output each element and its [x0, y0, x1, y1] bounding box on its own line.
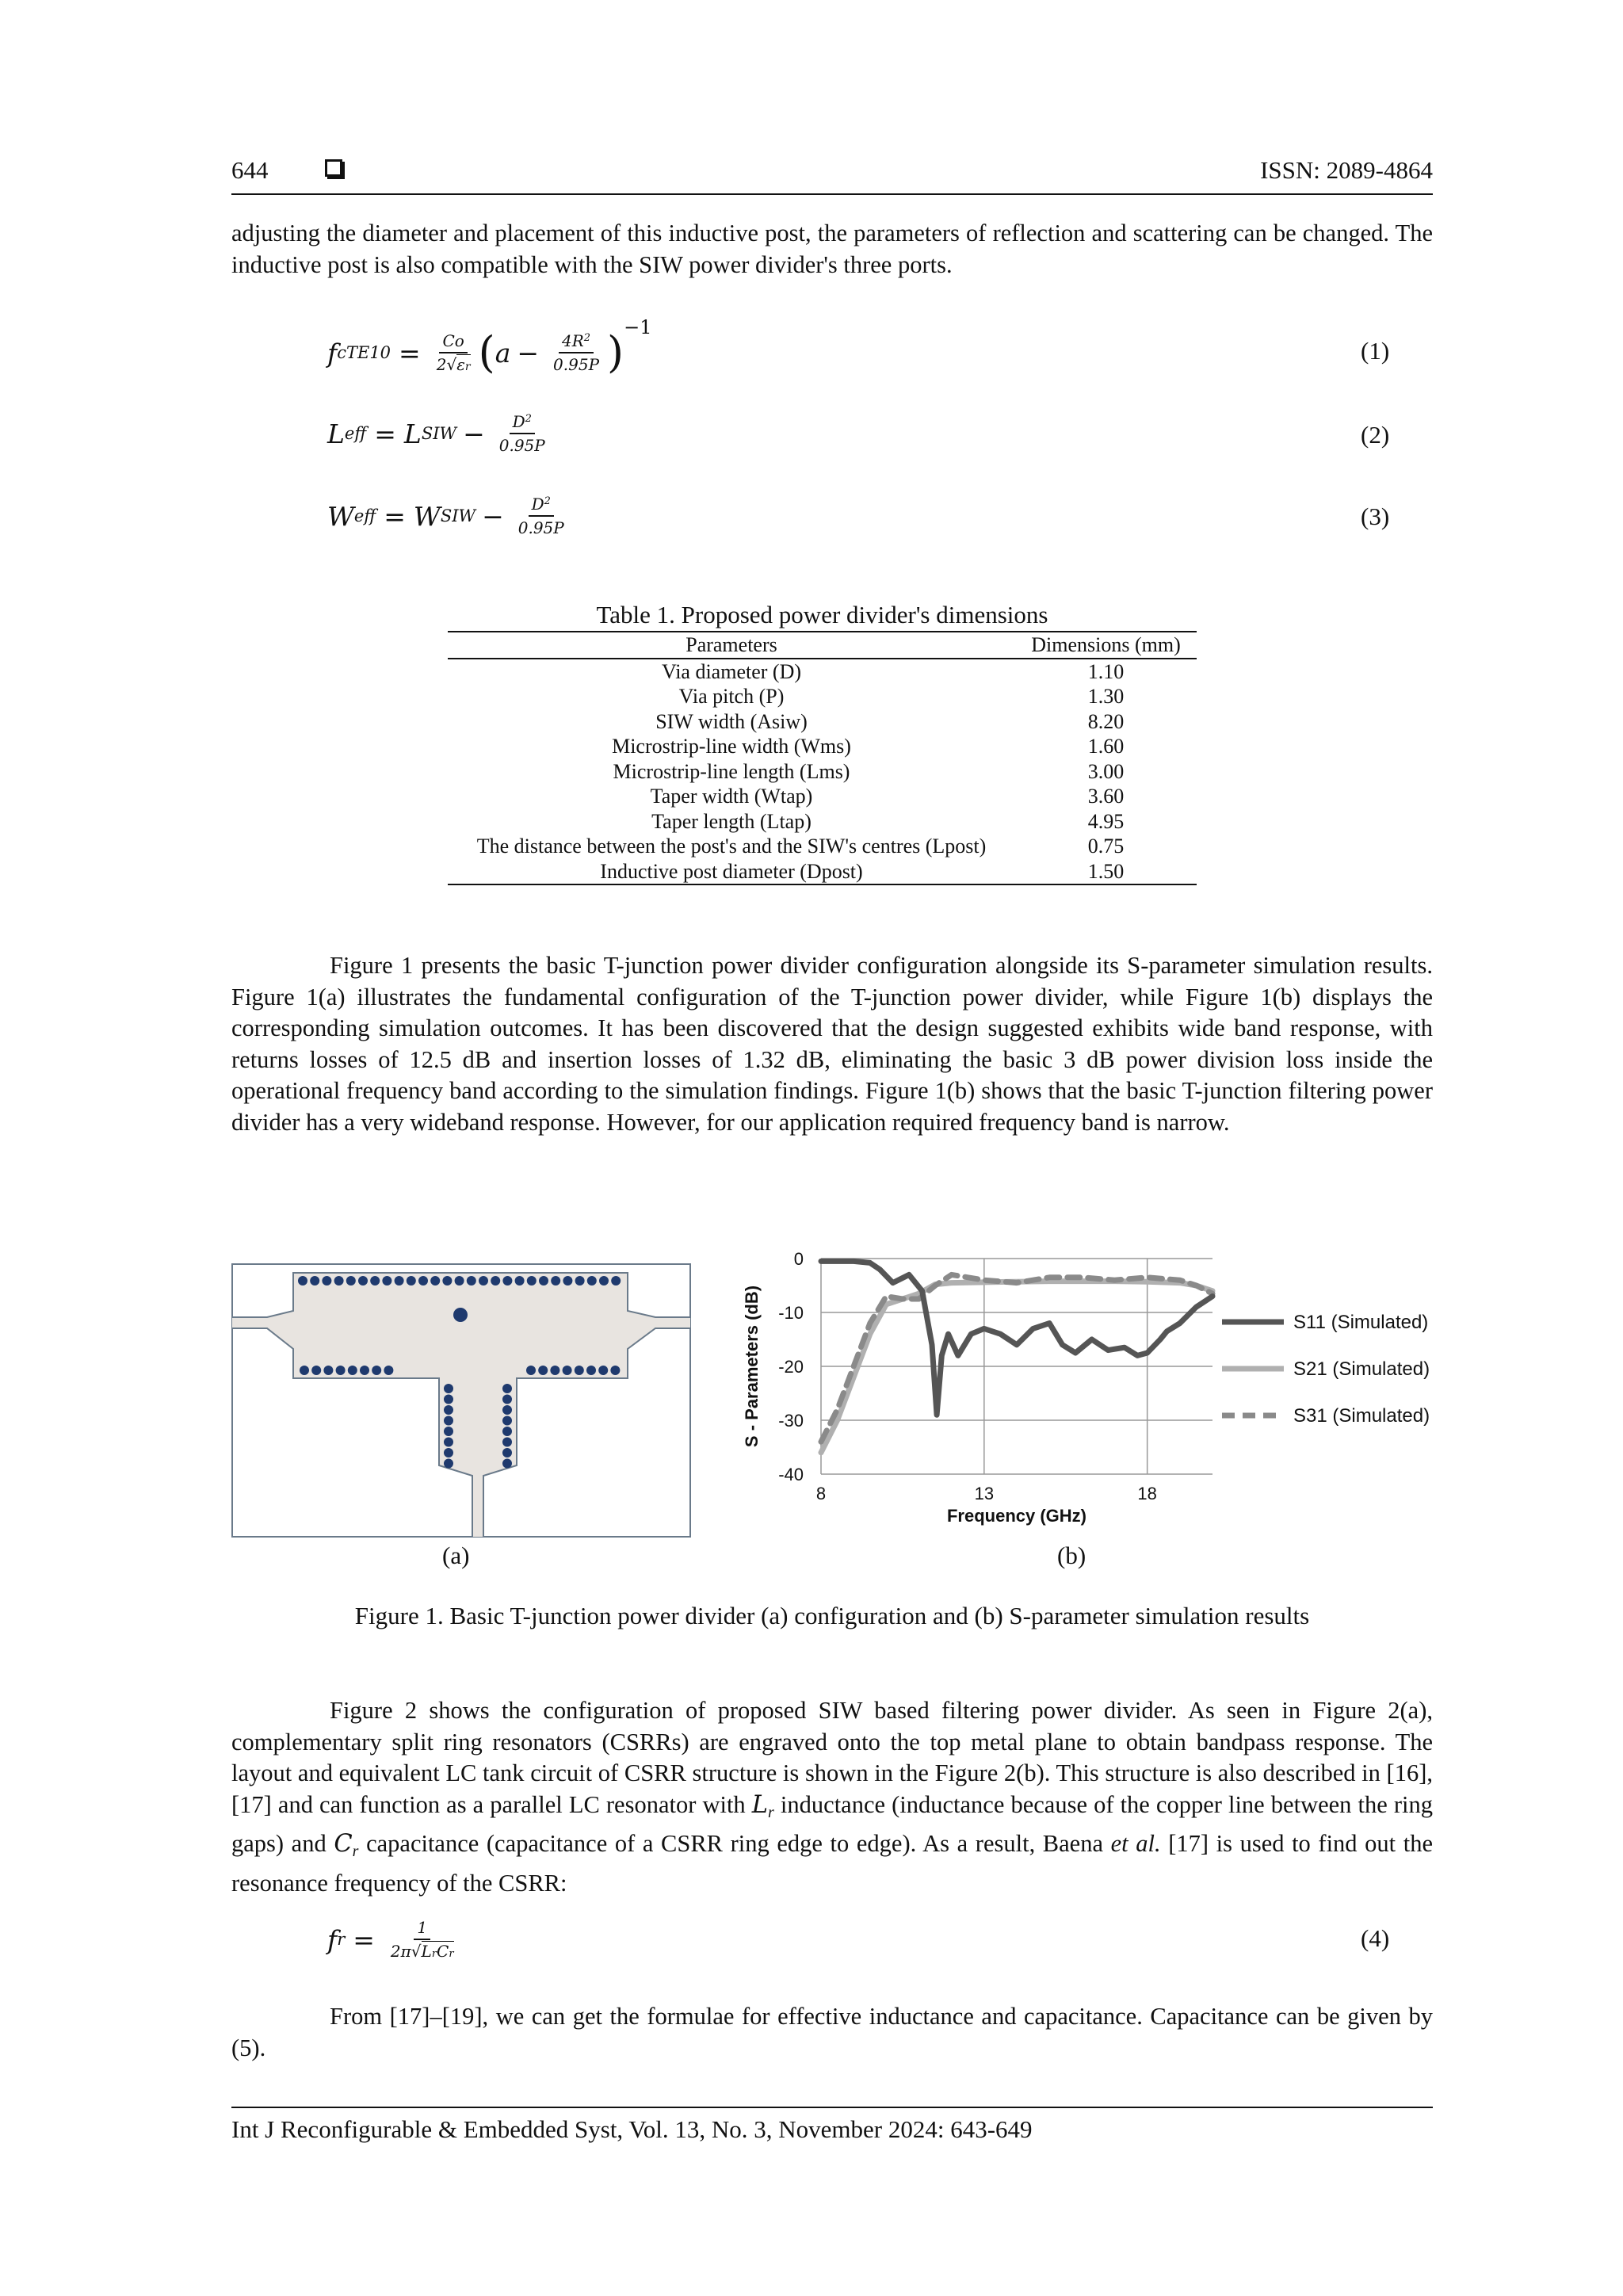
legend-entry: S31 (Simulated)	[1293, 1405, 1430, 1427]
table-row	[448, 759, 1197, 785]
equation-2-number: (2)	[1361, 421, 1390, 449]
table-cell-dimension: 3.60	[1087, 785, 1125, 808]
table-1	[448, 631, 1197, 885]
inline-math: C	[334, 1830, 353, 1858]
table-cell-dimension: 8.20	[1087, 709, 1125, 733]
via-hole	[598, 1366, 608, 1375]
via-hole	[444, 1427, 453, 1436]
paragraph-figure1: Figure 1 presents the basic T-junction power divider configuration alongside its S-parameter simulation results. Figure 1(a) illustrates the fundamental configuration of the T-junction power divider, while Figure 1(b) displays the corresponding simulation outcomes. It has been discovered that the design suggested exhibits wide band response, with returns losses of 12.5 dB and insertion losses of 1.32 dB, eliminating the basic 3 dB power division loss inside the operational frequency band according to the simulation findings. Figure 1(b) shows that the basic T-junction filtering power divider has a very wideband response. However, for our application required frequency band is narrow.	[231, 952, 1433, 1136]
y-tick-label: -40	[778, 1465, 804, 1484]
via-hole	[444, 1448, 453, 1457]
y-tick-label: 0	[793, 1249, 804, 1269]
table-cell-dimension: 3.00	[1087, 759, 1125, 783]
equation-3: W eff = W SIW − $\frac{D^2}{0.95P}$	[327, 495, 564, 537]
table-cell-dimension: 1.30	[1087, 685, 1125, 708]
table-cell-parameter: Taper length (Ltap)	[651, 809, 812, 833]
table-cell-parameter: SIW width (Asiw)	[655, 709, 808, 733]
legend-entry: S21 (Simulated)	[1293, 1358, 1430, 1380]
via-hole	[502, 1395, 512, 1404]
footer-rule	[231, 2107, 1433, 2108]
via-hole	[395, 1276, 404, 1286]
table-cell-parameter: The distance between the post's and the SIW's centres (Lpost)	[476, 835, 987, 858]
via-hole	[502, 1427, 512, 1436]
x-tick-label: 18	[1137, 1484, 1157, 1503]
via-hole	[502, 1438, 512, 1447]
via-hole	[300, 1366, 309, 1375]
via-hole	[348, 1366, 357, 1375]
table-cell-dimension: 4.95	[1087, 809, 1125, 833]
via-hole	[610, 1366, 620, 1375]
via-hole	[311, 1366, 321, 1375]
via-hole	[467, 1276, 476, 1286]
via-hole	[334, 1276, 344, 1286]
figure1b-chart	[729, 1236, 1458, 1545]
via-hole	[360, 1366, 369, 1375]
via-hole	[515, 1276, 525, 1286]
via-hole	[502, 1384, 512, 1393]
via-hole	[527, 1276, 537, 1286]
equation-4: f r = $\frac{1}{\text{2π√LrCr}}$	[327, 1918, 454, 1961]
figure1a-label: (a)	[442, 1541, 470, 1569]
via-hole	[444, 1459, 453, 1469]
via-hole	[323, 1366, 333, 1375]
via-hole	[384, 1366, 393, 1375]
table-cell-dimension: 1.10	[1087, 659, 1125, 683]
paragraph-text: Figure 2 shows the configuration of proposed SIW based filtering power divider. As seen in Figure 2(a), complementary split ring resonators (CSRRs) are engraved onto the top metal plane to obtain bandpass response. The layout and equivalent LC tank circuit of CSRR structure is shown in the Figure 2(b). This structure is also described in [16], [17] and can function as a parallel LC resonator with	[231, 1697, 1433, 1818]
via-hole	[455, 1276, 464, 1286]
via-hole	[575, 1276, 585, 1286]
via-hole	[575, 1366, 584, 1375]
via-hole	[563, 1276, 572, 1286]
table-caption: Table 1. Proposed power divider's dimensions	[596, 601, 1048, 628]
table-header-dimensions: Dimensions (mm)	[1031, 633, 1181, 656]
via-hole	[442, 1276, 452, 1286]
via-hole	[298, 1276, 307, 1286]
via-hole	[370, 1276, 380, 1286]
inductive-post	[453, 1308, 468, 1322]
via-hole	[444, 1395, 453, 1404]
via-hole	[336, 1366, 346, 1375]
via-hole	[502, 1405, 512, 1415]
via-hole	[502, 1448, 512, 1457]
series-line-s31	[821, 1274, 1212, 1442]
table-cell-parameter: Taper width (Wtap)	[650, 785, 813, 808]
via-hole	[322, 1276, 331, 1286]
via-hole	[444, 1384, 453, 1393]
table-cell-parameter: Microstrip-line length (Lms)	[613, 759, 850, 783]
intro-paragraph: adjusting the diameter and placement of this inductive post, the parameters of reflection and scattering can be changed. The inductive post is also compatible with the SIW power divider's three ports.	[231, 220, 1433, 278]
via-hole	[586, 1366, 596, 1375]
via-hole	[502, 1276, 512, 1286]
via-hole	[538, 1366, 548, 1375]
via-hole	[491, 1276, 500, 1286]
via-hole	[526, 1366, 536, 1375]
y-tick-label: -30	[778, 1411, 804, 1431]
via-hole	[372, 1366, 381, 1375]
via-hole	[479, 1276, 488, 1286]
table-cell-parameter: Inductive post diameter (Dpost)	[600, 859, 863, 883]
table-cell-dimension: 1.60	[1087, 735, 1125, 758]
via-hole	[346, 1276, 356, 1286]
via-hole	[539, 1276, 548, 1286]
table-cell-dimension: 1.50	[1087, 859, 1125, 883]
via-hole	[587, 1276, 597, 1286]
x-tick-label: 13	[974, 1484, 995, 1503]
equation-4-number: (4)	[1361, 1924, 1390, 1952]
table-cell-parameter: Via diameter (D)	[661, 659, 802, 683]
table-row	[448, 684, 1197, 709]
via-hole	[418, 1276, 428, 1286]
italic-text: et al.	[1110, 1830, 1161, 1857]
table-row	[448, 859, 1197, 885]
bullet-square-icon	[325, 159, 342, 177]
paragraph-last: From [17]–[19], we can get the formulae for effective inductance and capacitance. Capacitance can be given by (5).	[231, 2003, 1433, 2061]
via-hole	[551, 1276, 560, 1286]
y-tick-label: -10	[778, 1303, 804, 1323]
figure1-caption: Figure 1. Basic T-junction power divider (a) configuration and (b) S-parameter simulation results	[354, 1602, 1310, 1629]
via-hole	[550, 1366, 559, 1375]
equation-2: L eff = L SIW − $\frac{D^2}{0.95P}$	[327, 412, 545, 455]
table-row	[448, 659, 1197, 685]
table-row	[448, 784, 1197, 809]
paragraph-figure2	[231, 1695, 1433, 1899]
legend-entry: S11 (Simulated)	[1293, 1312, 1429, 1333]
inline-math-subscript: r	[352, 1843, 359, 1860]
table-row	[448, 809, 1197, 835]
x-axis-label: Frequency (GHz)	[946, 1506, 1087, 1526]
footer-citation: Int J Reconfigurable & Embedded Syst, Vol. 13, No. 3, November 2024: 643-649	[231, 2115, 1033, 2143]
via-hole	[430, 1276, 440, 1286]
via-hole	[382, 1276, 391, 1286]
via-hole	[444, 1416, 453, 1426]
paragraph-text: [17] is used to find out the resonance frequency of the CSRR:	[231, 1830, 1433, 1897]
via-hole	[563, 1366, 572, 1375]
inline-math-subscript: r	[768, 1803, 774, 1821]
issn: ISSN: 2089-4864	[1260, 156, 1433, 184]
x-tick-label: 8	[815, 1484, 827, 1503]
paragraph-text: inductance (inductance because of the copper line between the ring gaps) and	[231, 1790, 1433, 1857]
inline-math: L	[751, 1790, 769, 1819]
equation-1-number: (1)	[1361, 337, 1390, 365]
t-junction-divider-diagram	[231, 1263, 691, 1538]
table-cell-parameter: Microstrip-line width (Wms)	[612, 735, 851, 758]
via-hole	[611, 1276, 621, 1286]
via-hole	[599, 1276, 609, 1286]
y-axis-label: S - Parameters (dB)	[742, 1285, 762, 1448]
via-hole	[358, 1276, 368, 1286]
via-hole	[444, 1405, 453, 1415]
figure1a-layout	[231, 1263, 691, 1538]
table-header-parameters: Parameters	[685, 633, 777, 656]
table-cell-parameter: Via pitch (P)	[678, 685, 785, 708]
equation-3-number: (3)	[1361, 502, 1390, 530]
figure1b-label: (b)	[1057, 1541, 1086, 1569]
table-cell-dimension: 0.75	[1087, 835, 1125, 858]
equation-1: f cTE10 = $\frac{Co}{2√\varepsilon r}$ ( a − $\frac{4R^2}{0.95P}$ ) −1	[327, 316, 652, 377]
via-hole	[310, 1276, 319, 1286]
via-hole	[502, 1459, 512, 1469]
via-hole	[502, 1416, 512, 1426]
table-row	[448, 734, 1197, 759]
header-rule	[231, 193, 1433, 195]
paragraph-text: capacitance (capacitance of a CSRR ring edge to edge). As a result, Baena	[358, 1830, 1111, 1857]
y-tick-label: -20	[778, 1357, 804, 1377]
page-number: 644	[231, 156, 269, 184]
table-row	[448, 709, 1197, 735]
via-hole	[407, 1276, 416, 1286]
via-hole	[444, 1438, 453, 1447]
table-row	[448, 834, 1197, 859]
